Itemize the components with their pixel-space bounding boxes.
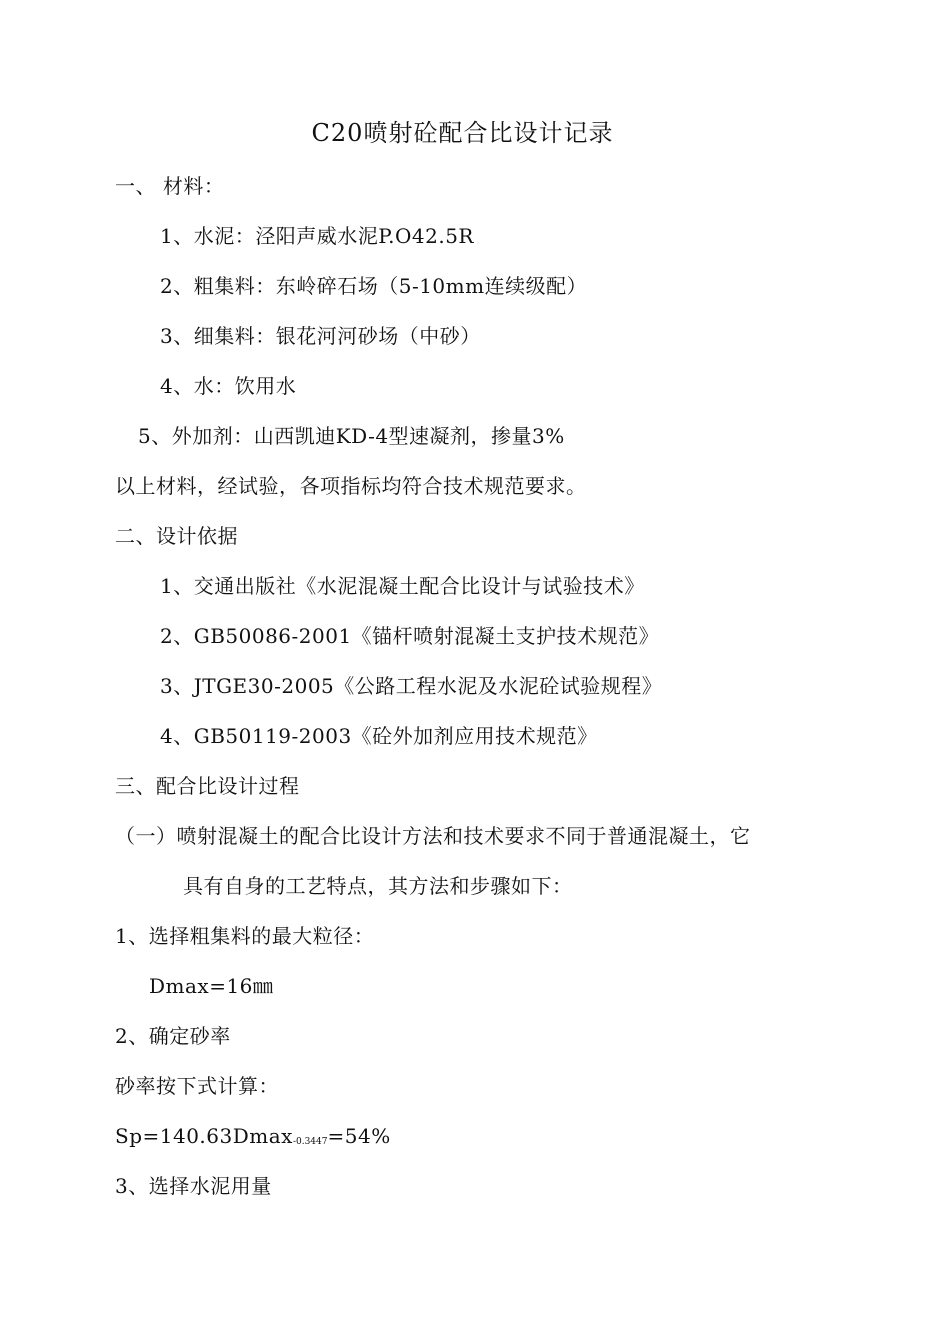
material-item-cement: 1、水泥：泾阳声威水泥P.O42.5R bbox=[160, 224, 474, 248]
basis-item-1: 1、交通出版社《水泥混凝土配合比设计与试验技术》 bbox=[160, 574, 645, 598]
dmax-value: Dmax=16㎜ bbox=[149, 974, 274, 998]
material-item-fine-aggregate: 3、细集料：银花河河砂场（中砂） bbox=[160, 324, 481, 348]
materials-conclusion: 以上材料，经试验，各项指标均符合技术规范要求。 bbox=[115, 474, 587, 498]
section3-intro-line1: （一）喷射混凝土的配合比设计方法和技术要求不同于普通混凝土，它 bbox=[115, 824, 751, 848]
section3-intro-line2: 具有自身的工艺特点，其方法和步骤如下： bbox=[183, 874, 573, 898]
sand-ratio-text: 砂率按下式计算： bbox=[115, 1074, 279, 1098]
basis-item-4: 4、GB50119-2003《砼外加剂应用技术规范》 bbox=[160, 724, 598, 748]
section2-heading: 二、设计依据 bbox=[115, 524, 238, 548]
basis-item-2: 2、GB50086-2001《锚杆喷射混凝土支护技术规范》 bbox=[160, 624, 660, 648]
section1-heading: 一、 材料： bbox=[115, 174, 225, 198]
sand-ratio-formula bbox=[115, 1122, 391, 1155]
step3-heading: 3、选择水泥用量 bbox=[115, 1174, 272, 1198]
material-item-admixture: 5、外加剂：山西凯迪KD-4型速凝剂，掺量3% bbox=[138, 424, 565, 448]
basis-item-3: 3、JTGE30-2005《公路工程水泥及水泥砼试验规程》 bbox=[160, 674, 663, 698]
formula-main: Sp=140.63Dmax bbox=[115, 1124, 293, 1148]
material-item-coarse-aggregate: 2、粗集料：东岭碎石场（5-10mm连续级配） bbox=[160, 274, 588, 298]
page-title: C20喷射砼配合比设计记录 bbox=[311, 119, 614, 147]
section3-heading: 三、配合比设计过程 bbox=[115, 774, 300, 798]
step2-heading: 2、确定砂率 bbox=[115, 1024, 231, 1048]
formula-exponent: -0.3447 bbox=[292, 1137, 328, 1147]
step1-heading: 1、选择粗集料的最大粒径： bbox=[115, 924, 375, 948]
material-item-water: 4、水：饮用水 bbox=[160, 374, 297, 398]
formula-result: =54% bbox=[327, 1124, 391, 1148]
